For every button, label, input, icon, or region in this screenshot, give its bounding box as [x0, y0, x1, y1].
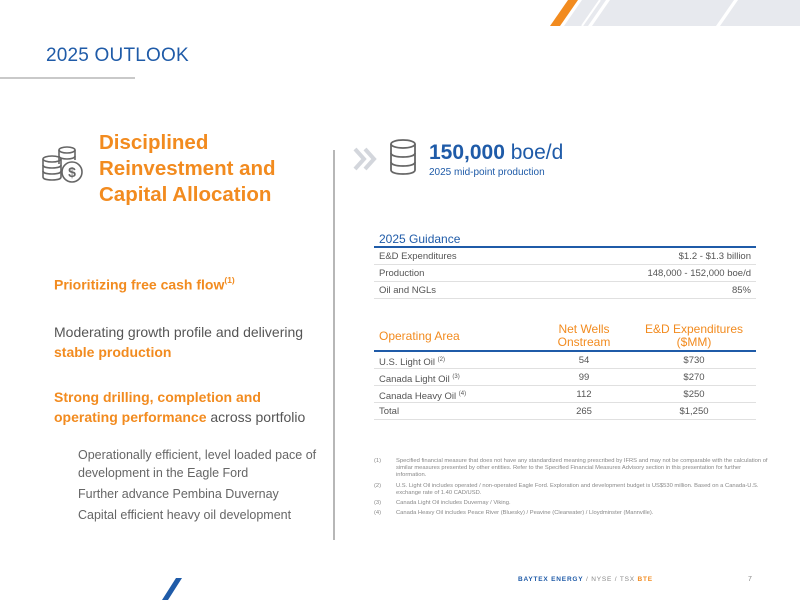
subpoint-item: Operationally efficient, level loaded pace of development in the Eagle Ford [78, 448, 317, 480]
header-net-wells: Net Wells Onstream [557, 322, 611, 349]
point-free-cash-flow [54, 276, 235, 293]
table-row [374, 265, 756, 282]
header-operating-area: Operating Area [379, 328, 460, 343]
footnote-number: (1) [374, 458, 382, 464]
subpoint-item: Further advance Pembina Duvernay [78, 487, 279, 501]
capex-cell: $1,250 [679, 406, 709, 417]
footnote-number: (4) [374, 510, 382, 517]
svg-text:$: $ [68, 164, 76, 180]
table-row [374, 386, 756, 403]
guidance-label: Production [379, 268, 425, 279]
page-title: 2025 OUTLOOK [46, 45, 189, 66]
operating-area-table [374, 322, 756, 420]
table-row [374, 282, 756, 299]
footnote-text: U.S. Light Oil includes operated / non-operated Eagle Ford. Exploration and development budget is US$530 million. Based on a Canada-U.S. exchange rate of 1.40 CAD/USD. [396, 482, 759, 496]
barrel-stack-icon [388, 138, 418, 178]
wells-cell: 112 [576, 389, 592, 400]
guidance-label: E&D Expenditures [379, 251, 457, 262]
point-moderating-growth [54, 322, 304, 362]
table-row [374, 352, 756, 369]
page-number: 7 [748, 576, 752, 583]
blue-slash-decoration [160, 578, 184, 600]
footnotes [374, 458, 770, 520]
guidance-table-title: 2025 Guidance [374, 230, 756, 248]
point-moderating-growth-text: Moderating growth profile and delivering [54, 324, 304, 340]
point-operating-performance [54, 387, 314, 427]
footnote [374, 510, 770, 517]
exchange-nyse: NYSE [591, 576, 613, 583]
guidance-value: $1.2 - $1.3 billion [678, 251, 751, 262]
footnote [374, 483, 770, 497]
capex-cell: $270 [683, 372, 705, 383]
footnote [374, 500, 770, 507]
area-cell [374, 352, 536, 368]
production-unit: boe/d [504, 141, 564, 164]
table-row [374, 369, 756, 386]
title-underline [0, 77, 135, 79]
guidance-value: 148,000 - 152,000 boe/d [647, 268, 751, 279]
footnote-ref: (2) [437, 357, 445, 363]
area-cell [374, 386, 536, 402]
corner-stripes-decoration [520, 0, 800, 26]
footnote-ref: (3) [452, 374, 460, 380]
point-operating-performance-text: across portfolio [206, 409, 306, 425]
brand-name: BAYTEX ENERGY [518, 576, 584, 583]
subpoint-list [78, 446, 328, 527]
point-moderating-growth-bold: stable production [54, 344, 172, 360]
point-free-cash-flow-text: Prioritizing free cash flow [54, 276, 225, 293]
production-value: 150,000 [429, 141, 505, 164]
footnote-text: Canada Heavy Oil includes Peace River (Bluesky) / Peavine (Clearwater) / Lloydminster (Mannville). [396, 510, 654, 517]
area-cell [374, 369, 536, 385]
footnote [374, 458, 770, 480]
double-chevron-icon [352, 146, 378, 172]
point-operating-performance-bold: Strong drilling, completion and operating performance [54, 389, 261, 425]
operating-table-header [374, 322, 756, 352]
capex-cell: $730 [683, 355, 705, 366]
wells-cell: 99 [578, 372, 590, 383]
footnote-ref: (4) [458, 391, 467, 397]
capex-cell: $250 [683, 389, 705, 400]
section-heading: Disciplined Reinvestment and Capital Allocation [99, 131, 276, 206]
vertical-divider [333, 150, 335, 540]
footnote-ref-1: (1) [224, 275, 235, 285]
area-name: Canada Heavy Oil [379, 391, 457, 403]
footnote-text: Specified financial measure that does not have any standardized meaning prescribed by IFRS and may not be comparable with the calculation of similar measures presented by other entities. Refer to the Specified Financial Measures Advisory section in this presentation for further information. [396, 458, 768, 479]
footer-separator: / [612, 576, 620, 583]
footer-brand [518, 576, 653, 583]
table-row [374, 248, 756, 265]
guidance-label: Oil and NGLs [379, 285, 437, 296]
table-row-total [374, 403, 756, 420]
guidance-table [374, 230, 756, 299]
wells-cell: 54 [578, 355, 590, 366]
coins-dollar-icon [40, 145, 86, 187]
area-name: U.S. Light Oil [379, 357, 435, 369]
footnote-number: (3) [374, 500, 382, 507]
wells-cell: 265 [576, 406, 592, 417]
production-caption: 2025 mid-point production [429, 167, 545, 178]
production-headline [429, 141, 563, 165]
guidance-value: 85% [731, 285, 751, 296]
subpoint-item: Capital efficient heavy oil development [78, 508, 292, 522]
footer-separator: / [583, 576, 592, 583]
ticker-symbol: BTE [637, 576, 653, 583]
footnote-text: Canada Light Oil includes Duvernay / Viking. [396, 500, 511, 507]
footnote-number: (2) [374, 482, 382, 489]
header-ed-expenditures: E&D Expenditures ($MM) [644, 322, 744, 349]
area-cell: Total [379, 406, 400, 417]
exchange-tsx: TSX [619, 576, 635, 583]
area-name: Canada Light Oil [379, 374, 450, 386]
